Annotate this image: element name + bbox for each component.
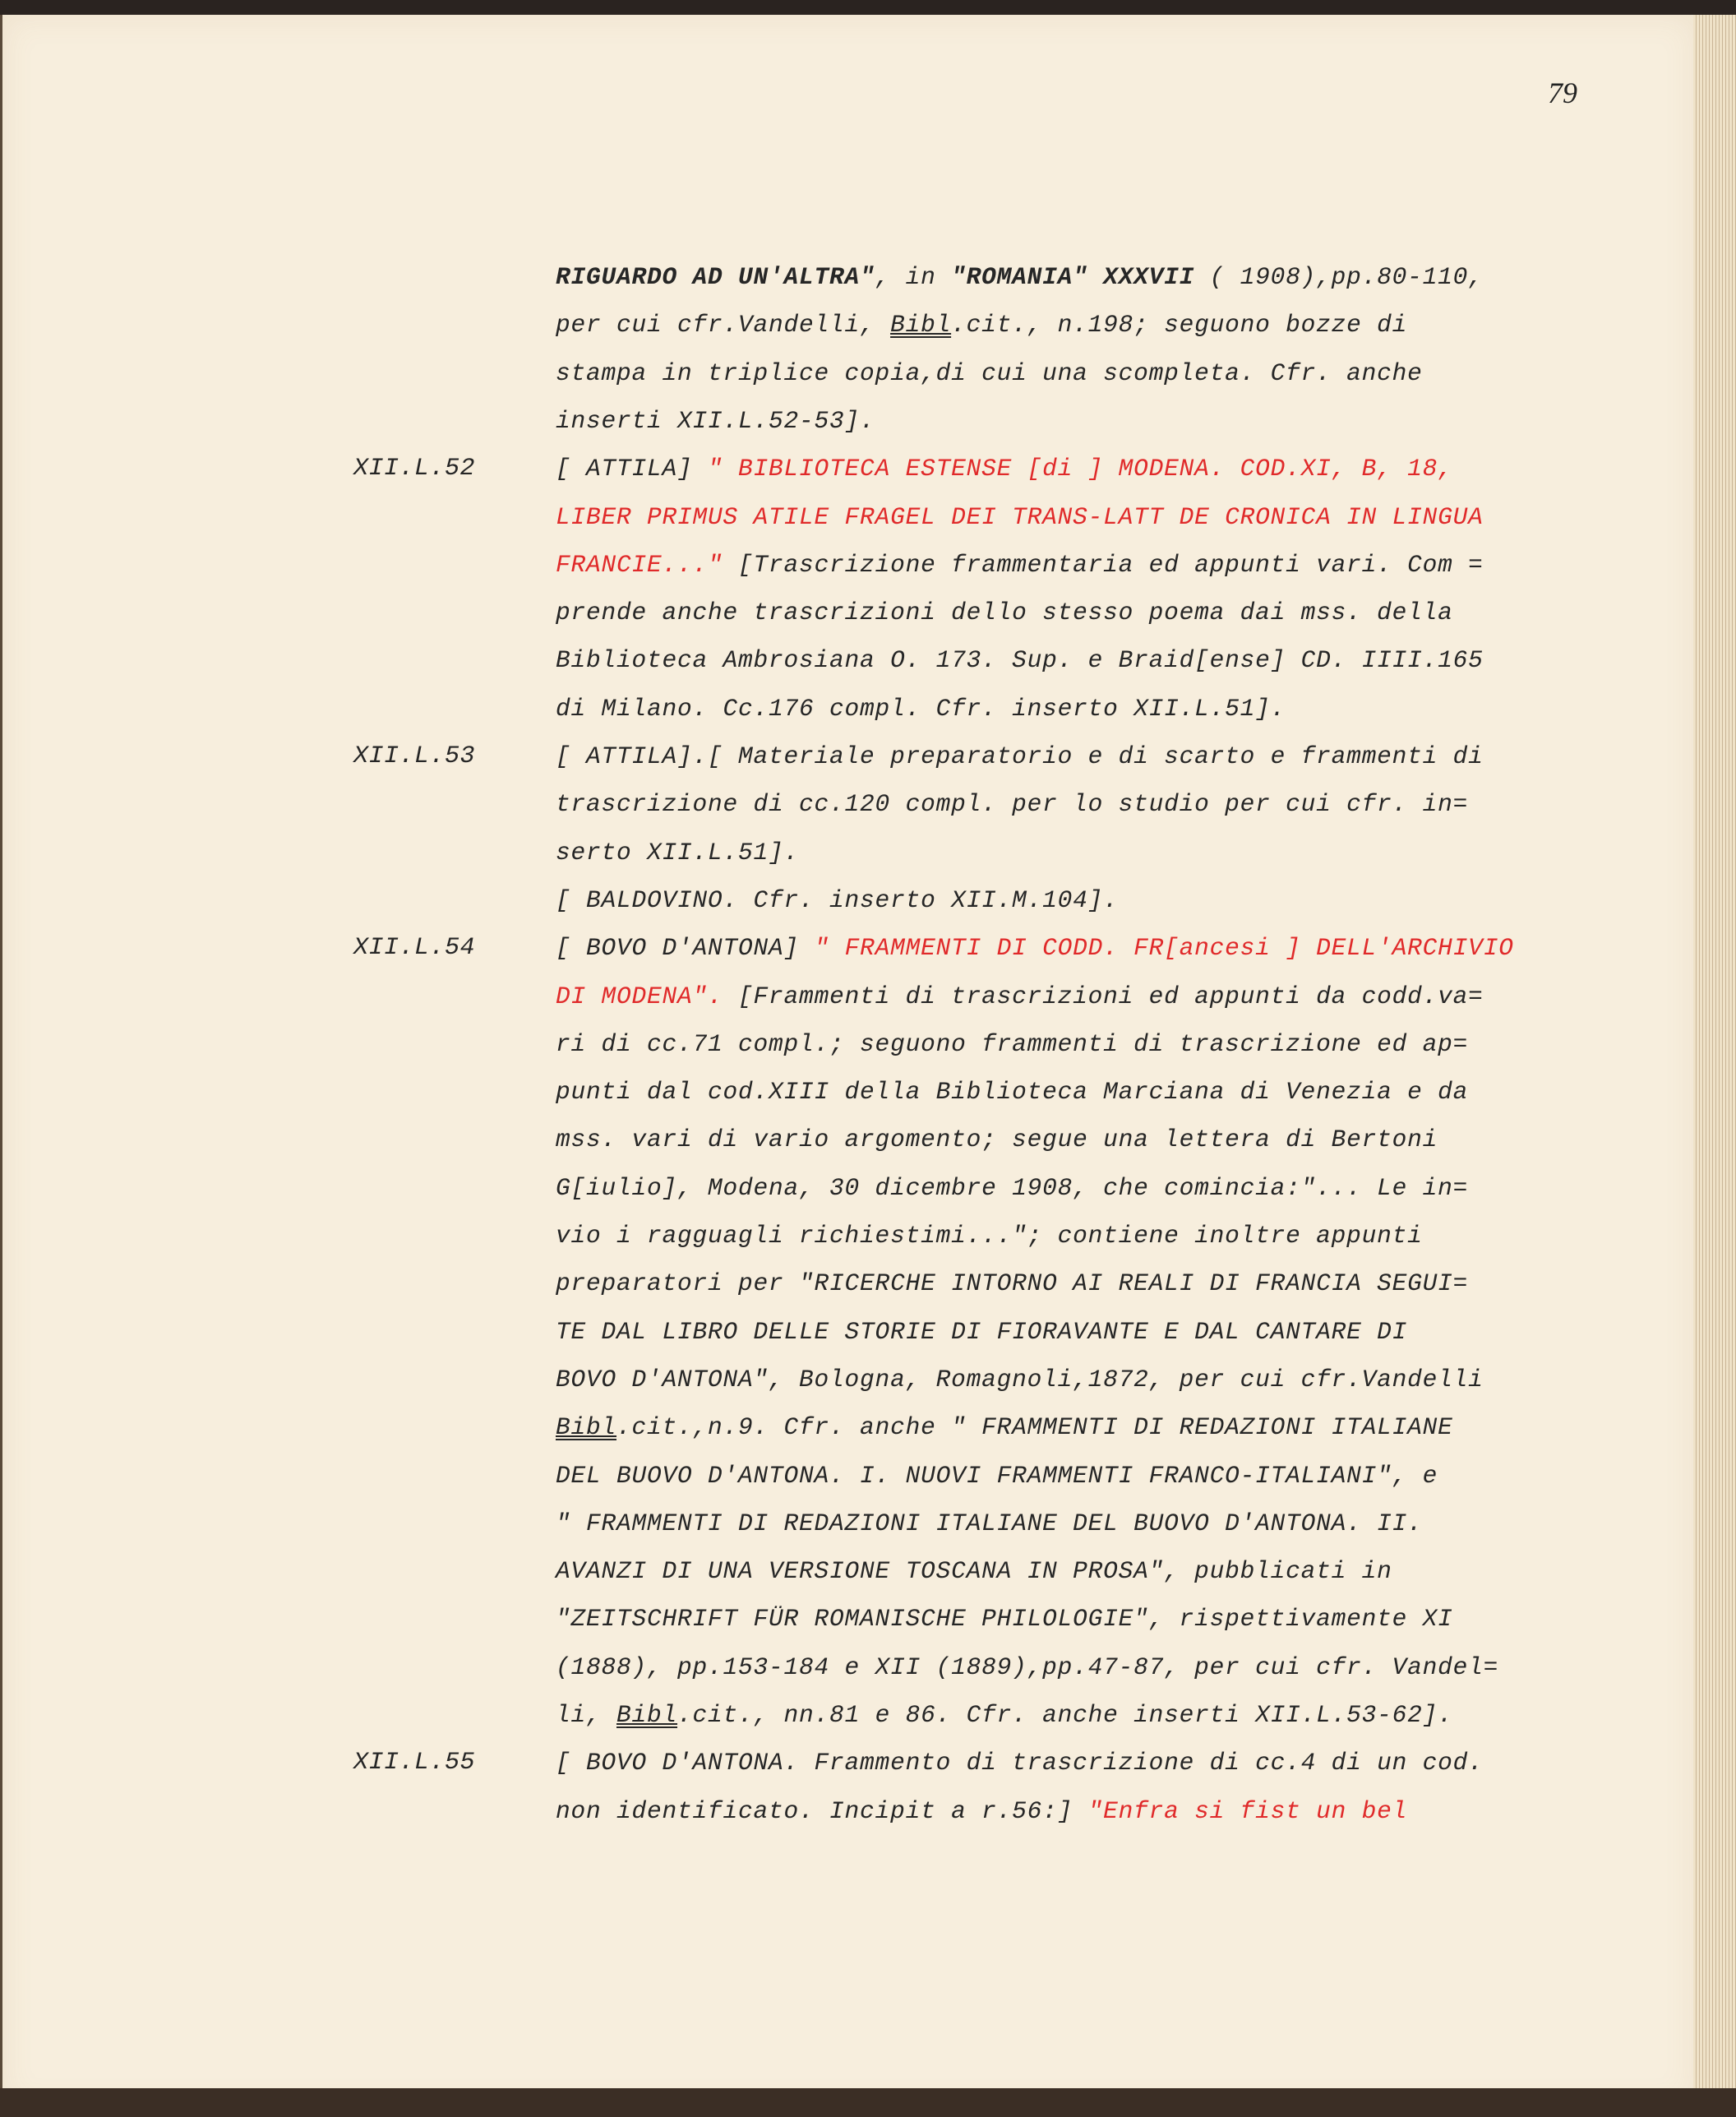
text-segment: li, <box>556 1701 617 1729</box>
text-segment: inserti XII.L.52-53]. <box>556 406 875 435</box>
text-segment: TE DAL LIBRO DELLE STORIE DI FIORAVANTE E DAL CANTARE DI <box>556 1317 1408 1346</box>
text-line <box>556 1557 1392 1585</box>
text-segment: vio i ragguagli richiestimi..."; contiene inoltre appunti <box>556 1222 1423 1250</box>
text-segment: [ BOVO D'ANTONA] <box>556 934 815 963</box>
text-segment: per cui cfr.Vandelli, <box>556 311 891 340</box>
red-title-text: LIBER PRIMUS ATILE FRAGEL DEI TRANS-LATT DE CRONICA IN LINGUA <box>556 502 1484 531</box>
text-segment: .cit., n.198; seguono bozze di <box>951 311 1408 340</box>
text-line <box>556 886 1119 914</box>
underlined-abbrev: Bibl <box>616 1701 678 1729</box>
text-segment: .cit., nn.81 e 86. Cfr. anche inserti XII.L.53-62]. <box>677 1701 1453 1729</box>
text-segment: ( 1908),pp.80-110, <box>1194 263 1484 291</box>
text-line <box>556 1078 1468 1106</box>
text-segment: [Trascrizione frammentaria ed appunti vari. Com = <box>723 550 1484 579</box>
text-segment: ri di cc.71 compl.; seguono frammenti di trascrizione ed ap= <box>556 1029 1469 1058</box>
text-line <box>556 1366 1484 1394</box>
text-line <box>556 1413 1453 1441</box>
text-segment: trascrizione di cc.120 compl. per lo studio per cui cfr. in= <box>556 790 1469 819</box>
text-segment: , in <box>875 263 952 291</box>
text-segment: [ ATTILA] <box>556 455 709 483</box>
red-title-text: DI MODENA". <box>556 982 723 1010</box>
text-line <box>556 1174 1468 1202</box>
text-line <box>556 646 1484 674</box>
text-segment: serto XII.L.51]. <box>556 838 800 867</box>
text-line <box>556 742 1484 770</box>
red-title-text: " BIBLIOTECA ESTENSE [di ] MODENA. COD.XI, B, 18, <box>708 455 1453 483</box>
text-segment: DEL BUOVO D'ANTONA. I. NUOVI FRAMMENTI FRANCO-ITALIANI", e <box>556 1461 1438 1490</box>
text-line <box>556 1653 1498 1681</box>
text-segment: mss. vari di vario argomento; segue una lettera di Bertoni <box>556 1126 1438 1154</box>
entry-signature: XII.L.52 <box>353 455 476 483</box>
text-segment: RIGUARDO AD UN'ALTRA" <box>556 263 875 291</box>
text-line <box>556 982 1484 1010</box>
text-line <box>556 1749 1484 1777</box>
text-segment: di Milano. Cc.176 compl. Cfr. inserto XII.L.51]. <box>556 694 1286 723</box>
text-line <box>556 790 1468 818</box>
text-line <box>556 1462 1438 1490</box>
text-segment: punti dal cod.XIII della Biblioteca Marciana di Venezia e da <box>556 1078 1469 1107</box>
text-line <box>556 359 1423 387</box>
page-number: 79 <box>1548 76 1577 109</box>
entry-signature: XII.L.55 <box>353 1749 476 1777</box>
text-segment: Biblioteca Ambrosiana O. 173. Sup. e Braid[ense] CD. IIII.165 <box>556 646 1484 675</box>
text-line <box>556 503 1484 531</box>
text-line <box>556 1222 1423 1250</box>
text-line <box>556 1126 1438 1153</box>
text-line <box>556 263 1484 291</box>
entry-signature: XII.L.53 <box>353 742 476 770</box>
text-segment: [ BALDOVINO. Cfr. inserto XII.M.104]. <box>556 885 1119 914</box>
text-segment: "ROMANIA" XXXVII <box>951 263 1195 291</box>
text-segment: stampa in triplice copia,di cui una scompleta. Cfr. anche <box>556 358 1423 387</box>
text-line <box>556 407 875 435</box>
text-segment: [ ATTILA].[ Materiale preparatorio e di scarto e frammenti di <box>556 742 1484 770</box>
text-segment: " FRAMMENTI DI REDAZIONI ITALIANE DEL BUOVO D'ANTONA. II. <box>556 1509 1423 1537</box>
text-line <box>556 1030 1468 1058</box>
text-line <box>556 695 1286 723</box>
text-segment: (1888), pp.153-184 e XII (1889),pp.47-87, per cui cfr. Vandel= <box>556 1652 1499 1681</box>
text-line <box>556 1797 1407 1825</box>
text-line <box>556 311 1407 339</box>
entry-signature: XII.L.54 <box>353 934 476 963</box>
text-segment: preparatori per "RICERCHE INTORNO AI REALI DI FRANCIA SEGUI= <box>556 1269 1469 1298</box>
text-line <box>556 839 799 867</box>
text-line <box>556 1605 1453 1633</box>
book-bottom-edge <box>0 2088 1736 2117</box>
text-line <box>556 1269 1468 1297</box>
text-segment: "ZEITSCHRIFT FÜR ROMANISCHE PHILOLOGIE", rispettivamente XI <box>556 1605 1453 1634</box>
text-segment: [ BOVO D'ANTONA. Frammento di trascrizione di cc.4 di un cod. <box>556 1749 1484 1777</box>
red-title-text: "Enfra si fist un bel <box>1087 1796 1408 1825</box>
text-line <box>556 551 1484 579</box>
underlined-abbrev: Bibl <box>556 1413 617 1442</box>
red-title-text: FRANCIE..." <box>556 550 723 579</box>
text-line <box>556 1318 1407 1346</box>
text-segment: prende anche trascrizioni dello stesso poema dai mss. della <box>556 599 1453 627</box>
text-line <box>556 1701 1453 1729</box>
text-line <box>556 1509 1423 1537</box>
text-segment: non identificato. Incipit a r.56:] <box>556 1796 1088 1825</box>
text-segment: [Frammenti di trascrizioni ed appunti da codd.va= <box>723 982 1484 1010</box>
text-segment: .cit.,n.9. Cfr. anche " FRAMMENTI DI REDAZIONI ITALIANE <box>616 1413 1453 1442</box>
page-edge <box>1693 15 1736 2107</box>
underlined-abbrev: Bibl <box>890 311 952 340</box>
text-segment: G[iulio], Modena, 30 dicembre 1908, che comincia:"... Le in= <box>556 1173 1469 1202</box>
text-segment: AVANZI DI UNA VERSIONE TOSCANA IN PROSA", pubblicati in <box>556 1557 1392 1586</box>
text-line <box>556 455 1453 483</box>
text-segment: BOVO D'ANTONA", Bologna, Romagnoli,1872, per cui cfr.Vandelli <box>556 1365 1484 1394</box>
red-title-text: " FRAMMENTI DI CODD. FR[ancesi ] DELL'ARCHIVIO <box>814 934 1514 963</box>
text-line <box>556 599 1453 626</box>
text-line <box>556 934 1514 962</box>
